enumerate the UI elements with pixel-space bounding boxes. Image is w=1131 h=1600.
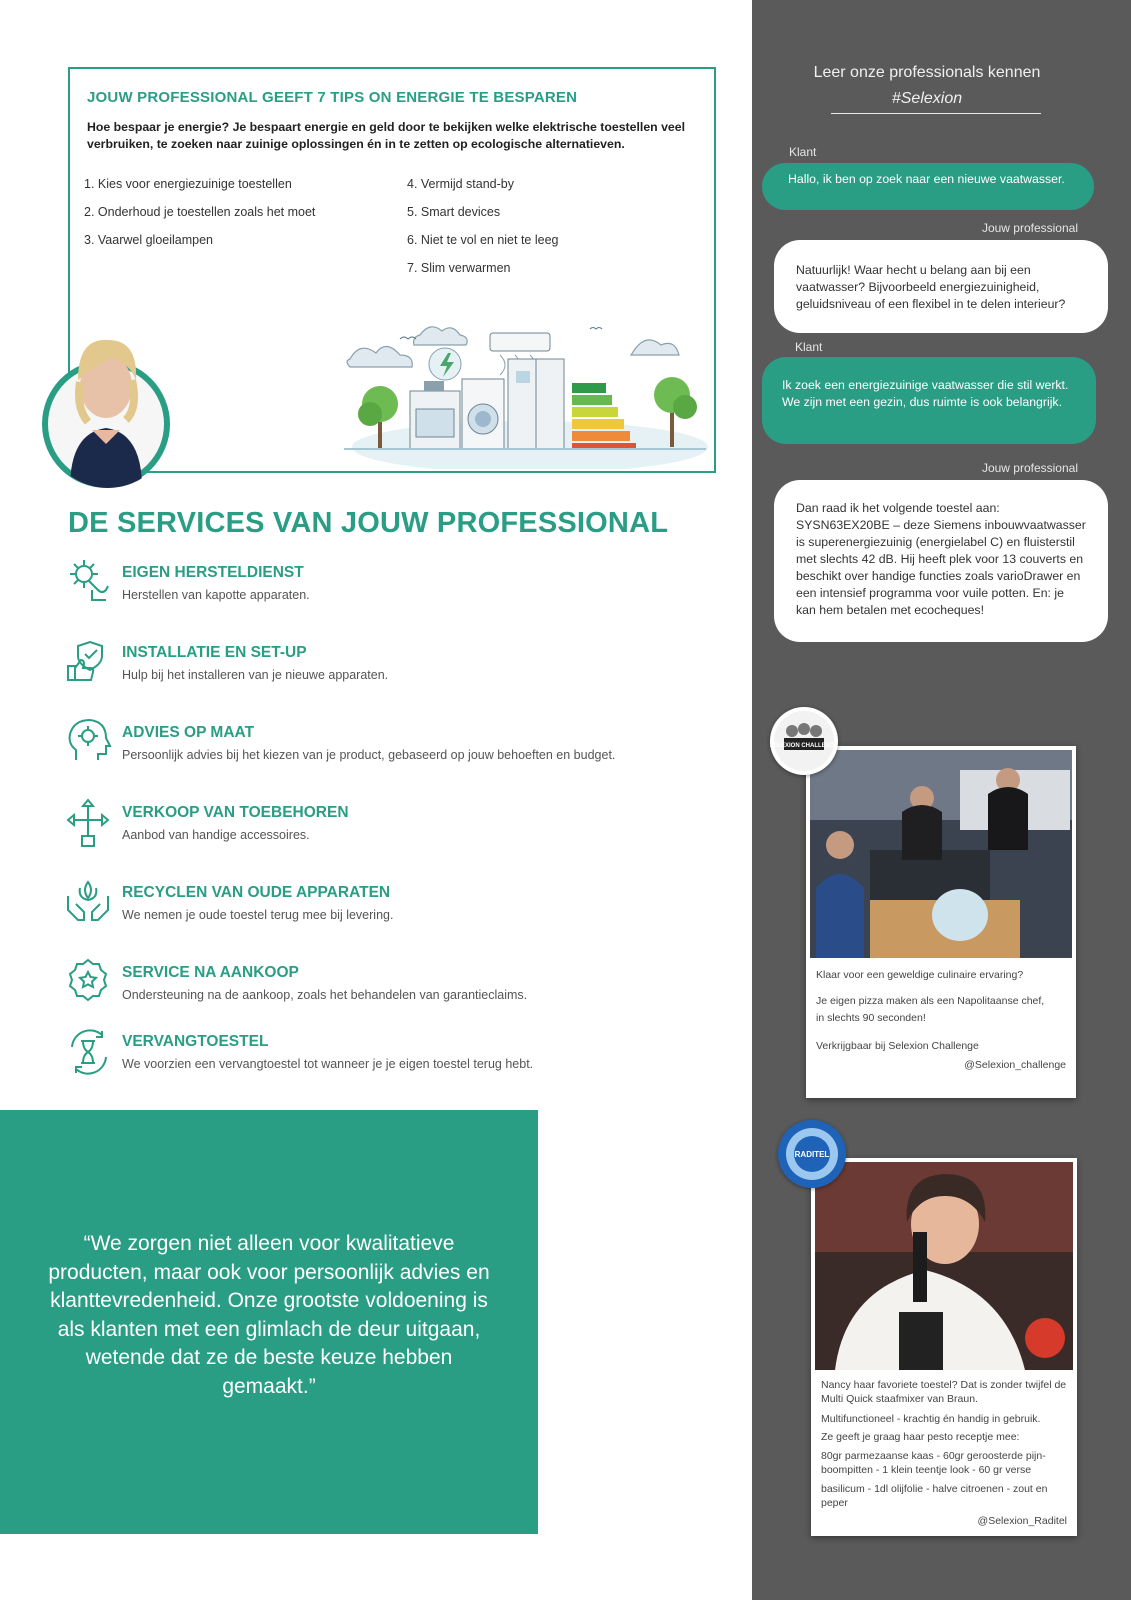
tips-list-right [407,177,558,289]
post-caption-line: in slechts 90 seconden! [816,1012,926,1024]
post-caption-line: Verkrijgbaar bij Selexion Challenge [816,1040,979,1052]
service-description: Aanbod van handige accessoires. [122,828,310,842]
service-title: INSTALLATIE EN SET-UP [122,644,307,661]
raditel-logo-icon [778,1120,846,1188]
service-title: SERVICE NA AANKOOP [122,964,299,981]
post-caption-line: Ze geeft je graag haar pesto receptje mee: [821,1431,1020,1443]
tip-item: 4. Vermijd stand-by [407,177,514,191]
service-item [66,636,706,696]
tip-item: 2. Onderhoud je toestellen zoals het moet [84,205,316,219]
service-title: ADVIES OP MAAT [122,724,255,741]
post-handle[interactable]: @Selexion_Raditel [977,1515,1067,1527]
tips-intro: Hoe bespaar je energie? Je bespaart energie en geld door te bekijken welke elektrische toestellen veel verbruiken, te zoeken naar zuinige oplossingen én in te zetten op ecologische alternatieven. [87,120,686,151]
tip-item: 7. Slim verwarmen [407,261,511,275]
post-caption-line: Multifunctioneel - krachtig én handig in gebruik. [821,1413,1041,1425]
quote-block [0,1110,538,1534]
service-description: Hulp bij het installeren van je nieuwe apparaten. [122,668,389,682]
sidebar-title [812,60,1042,112]
service-title: VERKOOP VAN TOEBEHOREN [122,804,349,821]
quote-text: “We zorgen niet alleen voor kwalitatieve producten, maar ook voor persoonlijk advies en klanttevredenheid. Onze grootste voldoening is als klanten met een glimlach de deur uitgaan, wetende dat ze de beste keuze hebben gemaakt.” [48,1232,490,1398]
badge-text: RADITEL [794,1150,830,1159]
recycle-hands-icon [66,876,112,930]
social-post-card [806,746,1076,1098]
star-badge-icon [66,956,112,1010]
chat-bubble-client: Hallo, ik ben op zoek naar een nieuwe vaatwasser. [762,163,1094,210]
sidebar-divider [831,113,1041,114]
tips-title: JOUW PROFESSIONAL GEEFT 7 TIPS ON ENERGIE TE BESPAREN [87,89,578,106]
energy-appliances-illustration [340,319,710,469]
service-item [66,876,706,936]
service-item [66,956,706,1016]
head-advice-icon [66,716,112,770]
chat-bubble-professional: Natuurlijk! Waar hecht u belang aan bij een vaatwasser? Bijvoorbeeld energiezuinigheid, geluidsniveau of een flexibel in te delen interieur? [774,240,1108,333]
post-caption-line: basilicum - 1dl olijfolie - halve citroenen - zout en peper [821,1483,1048,1509]
post-caption-line: Klaar voor een geweldige culinaire ervaring? [816,969,1024,981]
service-description: We voorzien een vervangtoestel tot wanneer je je eigen toestel terug hebt. [122,1057,534,1071]
service-description: We nemen je oude toestel terug mee bij levering. [122,908,394,922]
tips-list-left [84,177,315,261]
service-description: Persoonlijk advies bij het kiezen van je product, gebaseerd op jouw behoeften en budget. [122,748,616,762]
chat-bubble-client: Ik zoek een energiezuinige vaatwasser die stil werkt. We zijn met een gezin, dus ruimte is ook belangrijk. [762,357,1096,444]
chat-sender-label: Jouw professional [981,461,1078,475]
service-item [66,556,706,616]
post-caption-line: Je eigen pizza maken als een Napolitaanse chef, [816,995,1045,1007]
service-title: VERVANGTOESTEL [122,1033,269,1050]
services-heading: DE SERVICES VAN JOUW PROFESSIONAL [68,507,669,539]
service-item [66,1025,706,1085]
hourglass-cycle-icon [66,1025,112,1079]
selexion-challenge-badge [770,707,838,775]
service-item [66,716,706,776]
post-caption-line: Nancy haar favoriete toestel? Dat is zonder twijfel de Multi Quick staafmixer van Braun. [821,1379,1067,1405]
raditel-badge [778,1120,846,1188]
tip-item: 3. Vaarwel gloeilampen [84,233,214,247]
tip-item: 5. Smart devices [407,205,501,219]
professional-avatar [40,318,172,490]
chat-sender-label: Klant [795,340,823,354]
challenge-logo-icon [770,707,838,775]
post-handle[interactable]: @Selexion_challenge [964,1059,1066,1071]
social-post-card [811,1158,1077,1536]
post-photo [810,750,1072,958]
post-caption-line: 80gr parmezaanse kaas - 60gr geroosterde pijn-boompitten - 1 klein teentje look - 60 gr verse [821,1450,1046,1476]
chat-bubble-professional: Dan raad ik het volgende toestel aan: SYSN63EX20BE – deze Siemens inbouwvaatwasser is superenergiezuinig (energielabel C) en fluisterstil met slechts 42 dB. Hij heeft plek voor 13 couverts en beschikt over handige functies zoals varioDrawer en een intensief programma voor vuile potten. En: je kan hem betalen met ecocheques! [774,480,1108,642]
service-description: Ondersteuning na de aankoop, zoals het behandelen van garantieclaims. [122,988,528,1002]
accessories-arrows-icon [66,796,112,850]
badge-text: SELEXION CHALLENGE [770,743,838,749]
service-title: EIGEN HERSTELDIENST [122,564,304,581]
sidebar-hashtag: #Selexion [891,90,963,107]
chat-sender-label: Klant [789,145,817,159]
sidebar-title-line: Leer onze professionals kennen [813,64,1041,81]
service-description: Herstellen van kapotte apparaten. [122,588,310,602]
post-photo [815,1162,1073,1370]
repair-gear-hand-icon [66,556,112,610]
service-title: RECYCLEN VAN OUDE APPARATEN [122,884,391,901]
tip-item: 6. Niet te vol en niet te leeg [407,233,559,247]
thumbs-up-shield-icon [66,636,112,690]
service-item [66,796,706,856]
chat-sender-label: Jouw professional [981,221,1078,235]
tip-item: 1. Kies voor energiezuinige toestellen [84,177,292,191]
